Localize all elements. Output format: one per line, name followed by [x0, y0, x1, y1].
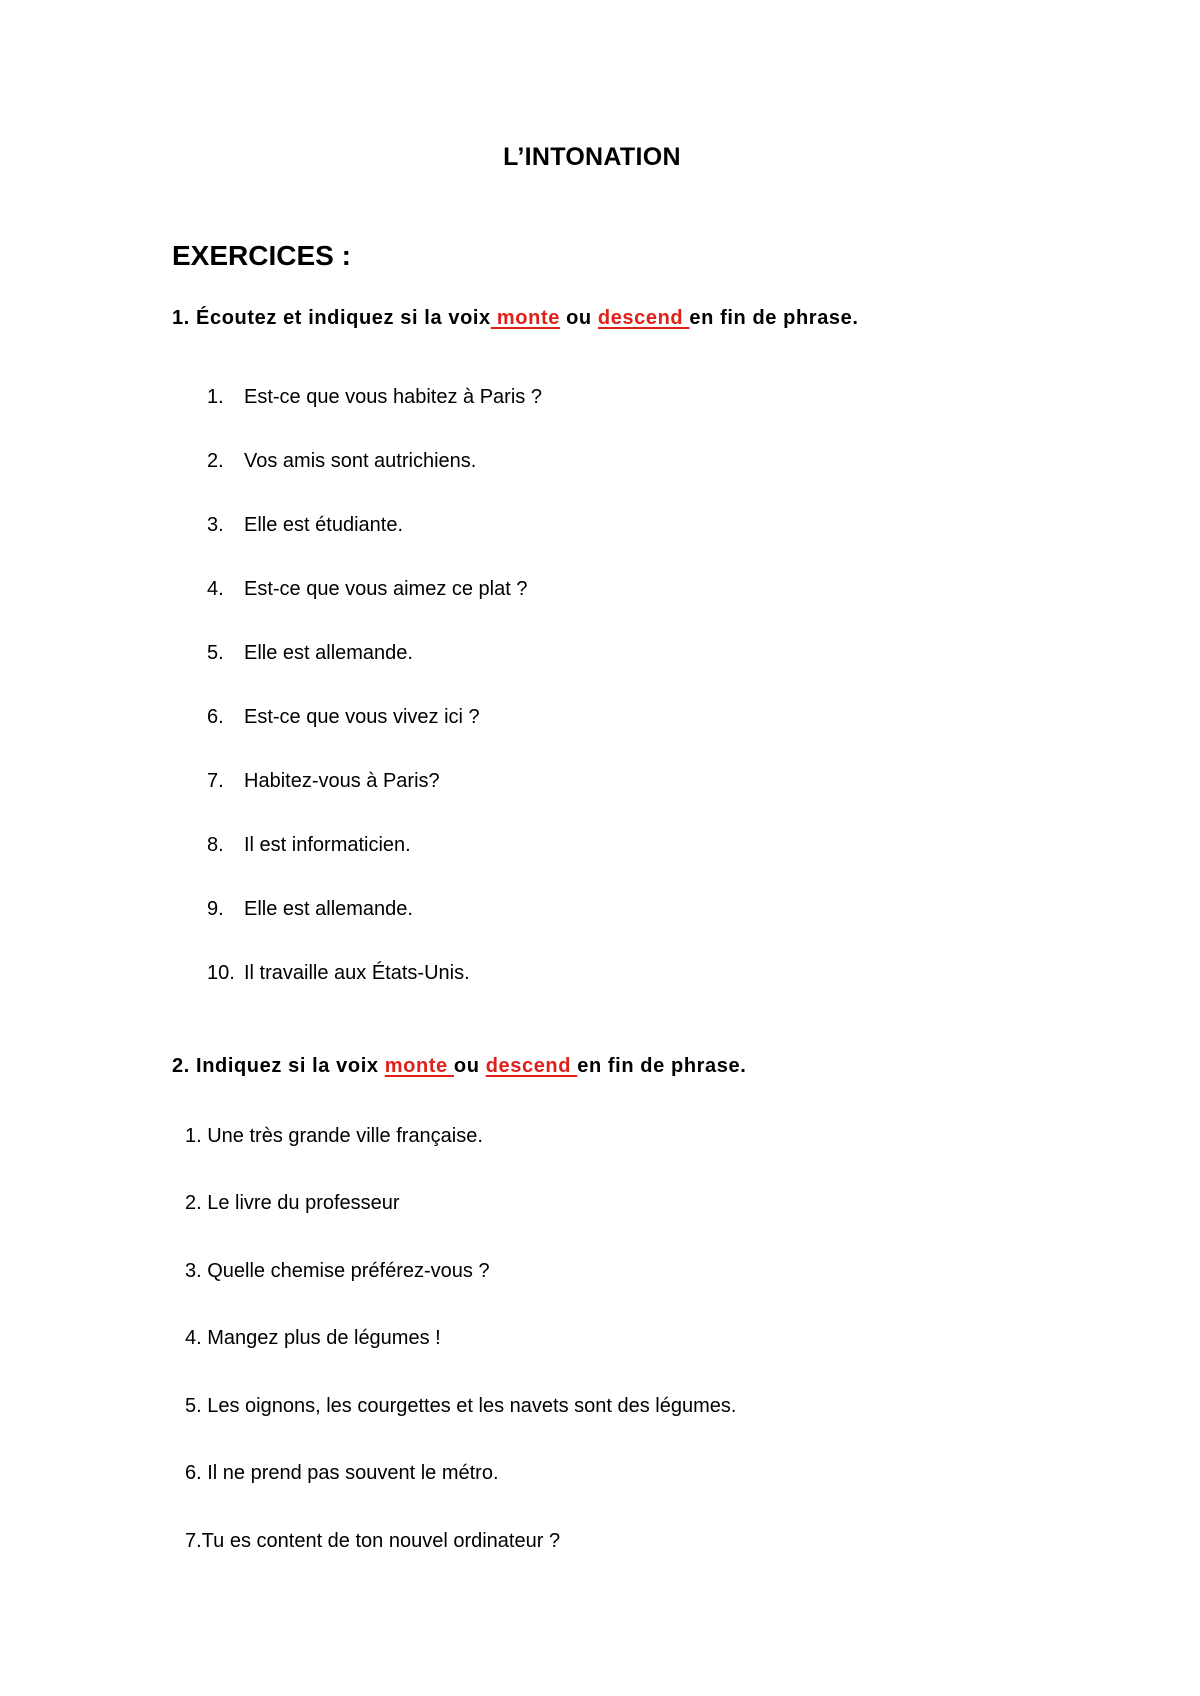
list-item-text: Elle est allemande.	[244, 642, 413, 664]
list-item-number: 8.	[207, 834, 224, 856]
exercise2-ou: ou	[453, 1055, 486, 1077]
list-item-text: Il est informaticien.	[244, 834, 411, 856]
exercise1-descend: descend	[597, 307, 690, 329]
list-item-text: Elle est étudiante.	[244, 514, 403, 536]
exercise1-prefix: 1. Écoutez et indiquez si la voix	[172, 307, 491, 329]
list-item-number: 3.	[207, 514, 224, 536]
list-item-text: Elle est allemande.	[244, 898, 413, 920]
list-item: 5. Les oignons, les courgettes et les navets sont des légumes.	[185, 1395, 737, 1417]
page-title: L’INTONATION	[503, 143, 681, 171]
exercise2-monte: monte	[384, 1055, 454, 1077]
list-item: 2. Le livre du professeur	[185, 1192, 400, 1214]
list-item-number: 2.	[207, 450, 224, 472]
list-item-number: 1.	[207, 386, 224, 408]
list-item-text: Il travaille aux États-Unis.	[244, 962, 470, 984]
exercise1-suffix: en fin de phrase.	[689, 307, 859, 329]
list-item-number: 9.	[207, 898, 224, 920]
list-item-text: Est-ce que vous habitez à Paris ?	[244, 386, 542, 408]
list-item: 6. Il ne prend pas souvent le métro.	[185, 1462, 499, 1484]
list-item-number: 6.	[207, 706, 224, 728]
list-item-text: Est-ce que vous aimez ce plat ?	[244, 578, 528, 600]
exercise2-descend: descend	[485, 1055, 578, 1077]
exercise1-instruction	[172, 307, 859, 330]
list-item	[207, 962, 470, 1054]
list-item-text: Habitez-vous à Paris?	[244, 770, 440, 792]
list-item-text: Est-ce que vous vivez ici ?	[244, 706, 480, 728]
exercise1-monte: monte	[490, 307, 560, 329]
section-heading: EXERCICES :	[172, 240, 351, 271]
list-item-number: 7.	[207, 770, 224, 792]
list-item-text: Vos amis sont autrichiens.	[244, 450, 477, 472]
list-item-number: 5.	[207, 642, 224, 664]
list-item: 7.Tu es content de ton nouvel ordinateur ?	[185, 1530, 561, 1552]
list-item: 1. Une très grande ville française.	[185, 1125, 483, 1147]
exercise2-prefix: 2. Indiquez si la voix	[172, 1055, 385, 1077]
list-item: 4. Mangez plus de légumes !	[185, 1327, 441, 1349]
list-item: 3. Quelle chemise préférez-vous ?	[185, 1260, 490, 1282]
list-item-number: 4.	[207, 578, 224, 600]
exercise2-suffix: en fin de phrase.	[577, 1055, 747, 1077]
exercise2-instruction	[172, 1055, 746, 1078]
list-item-number: 10.	[207, 962, 235, 984]
exercise1-ou: ou	[559, 307, 598, 329]
